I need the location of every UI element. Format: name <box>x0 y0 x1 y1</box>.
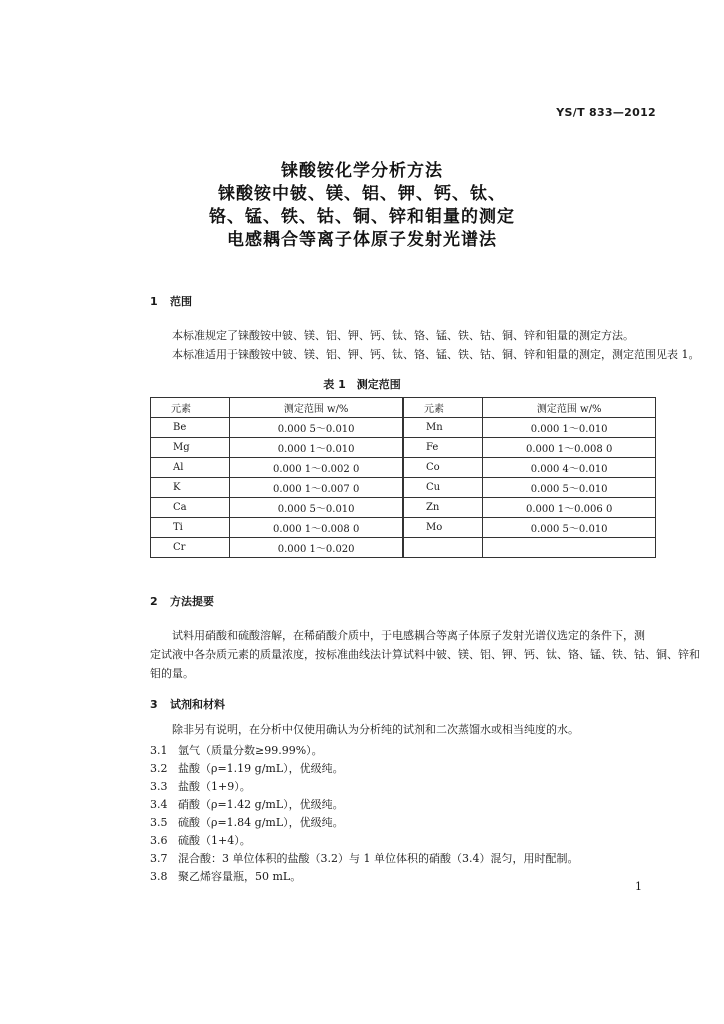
item-text: 盐酸（ρ=1.19 g/mL），优级纯。 <box>178 762 344 775</box>
table-header-cell: 测定范围 w/% <box>230 398 403 418</box>
item-text: 盐酸（1+9）。 <box>178 780 251 793</box>
table-cell: 0.000 5～0.010 <box>483 518 656 538</box>
table-cell: Be <box>151 418 230 438</box>
title-line: 铬、锰、铁、钴、铜、锌和钼量的测定 <box>209 207 515 227</box>
table-cell: 0.000 1～0.010 <box>230 438 403 458</box>
table-cell: Co <box>403 458 483 478</box>
table-header-row <box>151 398 656 418</box>
table-row <box>151 458 656 478</box>
table-cell <box>403 538 483 558</box>
table-cell: 0.000 1～0.010 <box>483 418 656 438</box>
list-item <box>150 850 655 868</box>
title-line: 电感耦合等离子体原子发射光谱法 <box>227 230 497 250</box>
table-caption: 表 1 测定范围 <box>323 378 401 391</box>
table-cell: 0.000 5～0.010 <box>483 478 656 498</box>
list-item <box>150 814 655 832</box>
section-2-body <box>150 626 700 683</box>
list-item <box>150 778 655 796</box>
paragraph-line: 钼的量。 <box>150 667 194 680</box>
list-item <box>150 742 655 760</box>
table-cell: 0.000 5～0.010 <box>230 418 403 438</box>
table-cell: 0.000 1～0.008 0 <box>230 518 403 538</box>
table-cell: Zn <box>403 498 483 518</box>
paragraph: 本标准规定了铼酸铵中铍、镁、铝、钾、钙、钛、铬、锰、铁、钴、铜、锌和钼量的测定方法。 <box>172 329 634 342</box>
list-item <box>150 796 655 814</box>
table-row <box>151 538 656 558</box>
table-cell: Mo <box>403 518 483 538</box>
item-number: 3.3 <box>150 780 168 793</box>
table-cell: 0.000 5～0.010 <box>230 498 403 518</box>
item-text: 混合酸：3 单位体积的盐酸（3.2）与 1 单位体积的硝酸（3.4）混匀，用时配制。 <box>178 852 579 865</box>
table-cell: Ca <box>151 498 230 518</box>
item-number: 3.8 <box>150 870 168 883</box>
table-cell: Fe <box>403 438 483 458</box>
item-text: 硫酸（1+4）。 <box>178 834 251 847</box>
document-title <box>0 160 724 252</box>
table-cell: K <box>151 478 230 498</box>
list-item <box>150 832 655 850</box>
reagent-list <box>150 742 655 886</box>
item-text: 氩气（质量分数≥99.99%）。 <box>178 744 323 757</box>
section-1-heading <box>150 293 192 309</box>
table-row <box>151 518 656 538</box>
section-2-heading <box>150 593 214 609</box>
table-cell: Ti <box>151 518 230 538</box>
table-cell: 0.000 1～0.020 <box>230 538 403 558</box>
table-cell: Mn <box>403 418 483 438</box>
item-text: 硝酸（ρ=1.42 g/mL），优级纯。 <box>178 798 344 811</box>
section-number: 2 <box>150 595 158 608</box>
paragraph: 本标准适用于铼酸铵中铍、镁、铝、钾、钙、钛、铬、锰、铁、钴、铜、锌和钼量的测定，测定范围见表 1。 <box>172 348 700 361</box>
section-3-intro <box>150 720 655 739</box>
section-title: 试剂和材料 <box>170 698 225 711</box>
paragraph-line: 试料用硝酸和硫酸溶解，在稀硝酸介质中，于电感耦合等离子体原子发射光谱仪选定的条件下，测 <box>172 629 645 642</box>
paragraph-line: 定试液中各杂质元素的质量浓度，按标准曲线法计算试料中铍、镁、铝、钾、钙、钛、铬、锰、铁、钴、铜、锌和 <box>150 648 700 661</box>
item-number: 3.7 <box>150 852 168 865</box>
table-cell: 0.000 1～0.006 0 <box>483 498 656 518</box>
standard-code: YS/T 833—2012 <box>556 106 656 119</box>
item-text: 聚乙烯容量瓶，50 mL。 <box>178 870 302 883</box>
table-cell: Cr <box>151 538 230 558</box>
table-cell: 0.000 4～0.010 <box>483 458 656 478</box>
measurement-range-table <box>150 397 656 558</box>
table-header-cell: 元素 <box>151 398 230 418</box>
section-number: 3 <box>150 698 158 711</box>
table-cell <box>483 538 656 558</box>
table-cell: 0.000 1～0.007 0 <box>230 478 403 498</box>
list-item <box>150 760 655 778</box>
item-number: 3.6 <box>150 834 168 847</box>
item-number: 3.2 <box>150 762 168 775</box>
item-number: 3.4 <box>150 798 168 811</box>
section-title: 方法提要 <box>170 595 214 608</box>
table-row <box>151 478 656 498</box>
item-number: 3.1 <box>150 744 168 757</box>
table-row <box>151 438 656 458</box>
table-cell: 0.000 1～0.002 0 <box>230 458 403 478</box>
section-number: 1 <box>150 295 158 308</box>
table-row <box>151 418 656 438</box>
table-header-cell: 测定范围 w/% <box>483 398 656 418</box>
section-3-heading <box>150 696 225 712</box>
item-text: 硫酸（ρ=1.84 g/mL），优级纯。 <box>178 816 344 829</box>
table-cell: Cu <box>403 478 483 498</box>
table-header-cell: 元素 <box>403 398 483 418</box>
title-line: 铼酸铵中铍、镁、铝、钾、钙、钛、 <box>218 184 506 204</box>
title-line: 铼酸铵化学分析方法 <box>281 161 443 181</box>
page-number: 1 <box>635 880 642 893</box>
paragraph: 除非另有说明，在分析中仅使用确认为分析纯的试剂和二次蒸馏水或相当纯度的水。 <box>172 723 579 736</box>
table-row <box>151 498 656 518</box>
table-cell: 0.000 1～0.008 0 <box>483 438 656 458</box>
table-cell: Al <box>151 458 230 478</box>
section-1-body <box>150 326 700 364</box>
table-cell: Mg <box>151 438 230 458</box>
item-number: 3.5 <box>150 816 168 829</box>
list-item <box>150 868 655 886</box>
section-title: 范围 <box>170 295 192 308</box>
